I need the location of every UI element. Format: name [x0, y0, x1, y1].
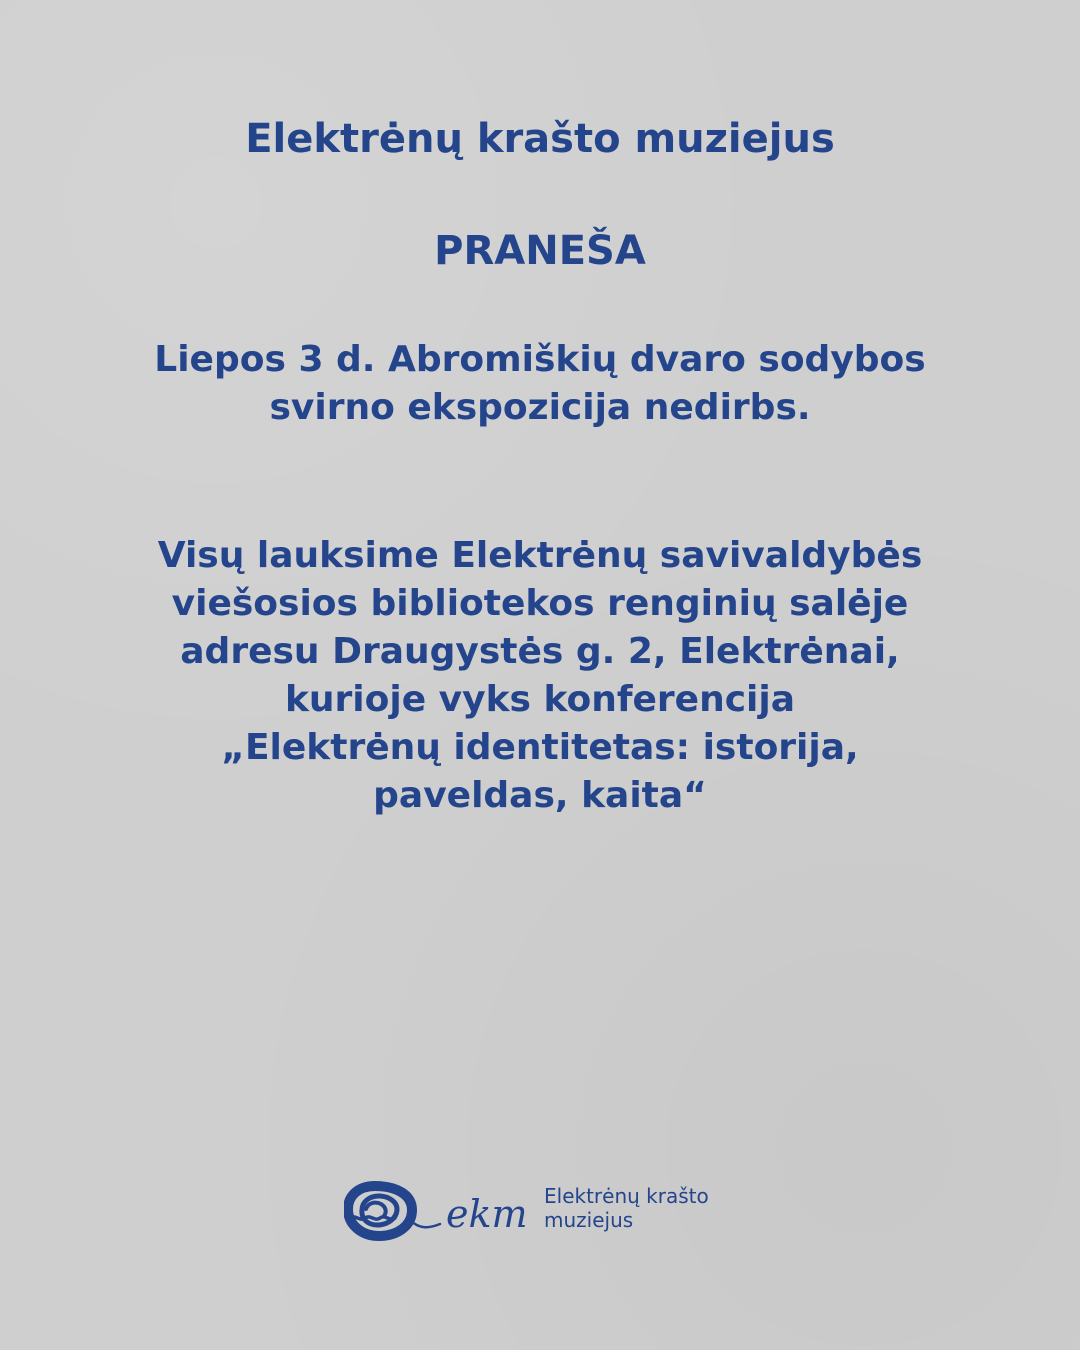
closure-line-1: Liepos 3 d. Abromiškių dvaro sodybos	[154, 339, 926, 380]
ekm-mark: ekm	[446, 1192, 528, 1236]
logo-wordmark	[544, 1184, 709, 1232]
swirl-ring-logo-icon	[344, 1178, 544, 1248]
museum-title	[0, 112, 1080, 166]
museum-title-text: Elektrėnų krašto muziejus	[245, 116, 835, 162]
invitation-line-2: viešosios bibliotekos renginių salėje	[171, 583, 909, 624]
closure-line-2: svirno ekspozicija nedirbs.	[269, 387, 811, 428]
logo-name-line-1: Elektrėnų krašto	[544, 1184, 709, 1208]
museum-logo	[344, 1178, 744, 1248]
notice-heading-text: PRANEŠA	[434, 228, 646, 274]
invitation-line-6: paveldas, kaita“	[373, 775, 707, 816]
invitation-line-5: „Elektrėnų identitetas: istorija,	[221, 727, 859, 768]
logo-name-line-2: muziejus	[544, 1208, 634, 1232]
notice-heading	[0, 224, 1080, 278]
invitation-line-3: adresu Draugystės g. 2, Elektrėnai,	[180, 631, 900, 672]
invitation-paragraph	[0, 532, 1080, 820]
closure-paragraph	[0, 336, 1080, 432]
invitation-line-1: Visų lauksime Elektrėnų savivaldybės	[157, 535, 923, 576]
invitation-line-4: kurioje vyks konferencija	[284, 679, 796, 720]
